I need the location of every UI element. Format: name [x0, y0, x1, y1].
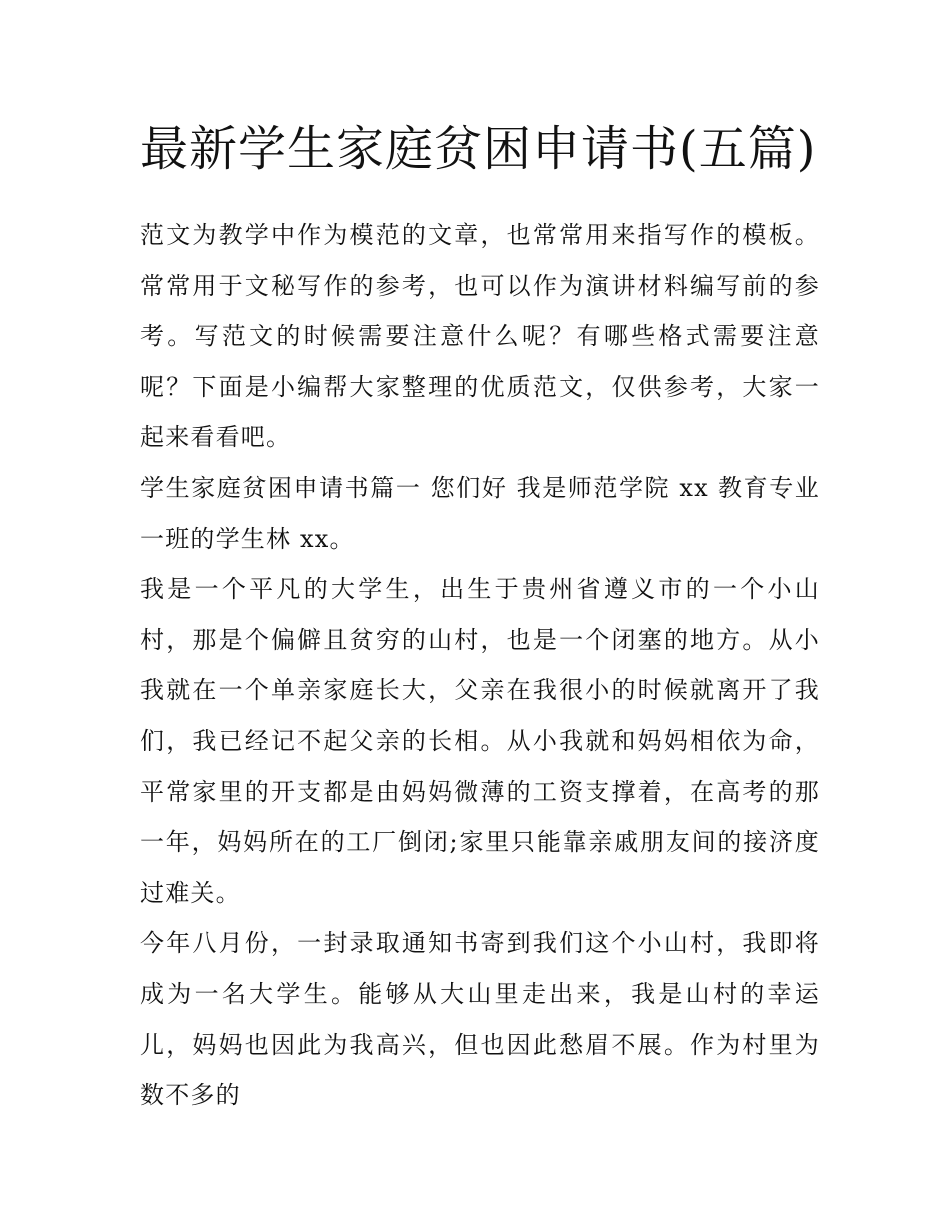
- greeting-paragraph: 学生家庭贫困申请书篇一 您们好 我是师范学院 xx 教育专业一班的学生林 xx。: [140, 473, 820, 553]
- background-paragraph: 我是一个平凡的大学生，出生于贵州省遵义市的一个小山村，那是个偏僻且贫穷的山村，也是一个闭塞的地方。从小我就在一个单亲家庭长大，父亲在我很小的时候就离开了我们，我已经记不起父亲的长相。从小我就和妈妈相依为命，平常家里的开支都是由妈妈微薄的工资支撑着，在高考的那一年，妈妈所在的工厂倒闭;家里只能靠亲戚朋友间的接济度过难关。: [140, 575, 820, 907]
- admission-paragraph: 今年八月份，一封录取通知书寄到我们这个小山村，我即将成为一名大学生。能够从大山里走出来，我是山村的幸运儿，妈妈也因此为我高兴，但也因此愁眉不展。作为村里为数不多的: [140, 929, 820, 1110]
- document-body: [140, 110, 820, 1121]
- document-title: 最新学生家庭贫困申请书(五篇): [140, 121, 817, 177]
- intro-paragraph: 范文为教学中作为模范的文章，也常常用来指写作的模板。常常用于文秘写作的参考，也可以作为演讲材料编写前的参考。写范文的时候需要注意什么呢？有哪些格式需要注意呢？下面是小编帮大家整理的优质范文，仅供参考，大家一起来看看吧。: [140, 221, 820, 452]
